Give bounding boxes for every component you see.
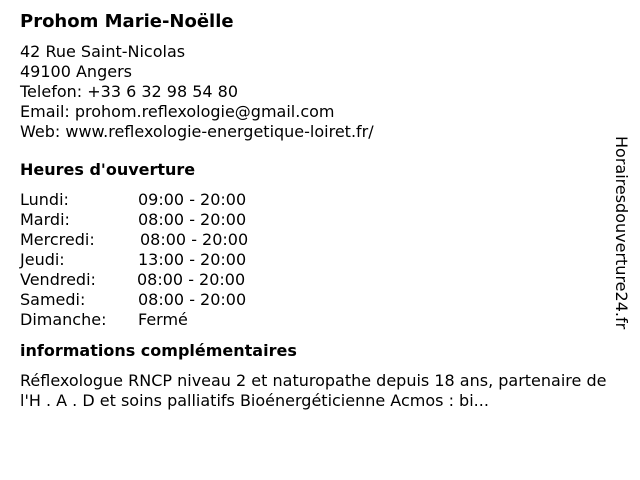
time-range: Fermé: [138, 310, 188, 329]
time-range: 08:00 - 20:00: [138, 290, 247, 309]
time-range: 09:00 - 20:00: [138, 190, 247, 209]
web-line: Web: www.reflexologie-energetique-loiret.fr/: [20, 122, 374, 141]
hours-row-monday: [20, 190, 620, 210]
street-address: 42 Rue Saint-Nicolas: [20, 42, 186, 61]
city-postal: 49100 Angers: [20, 62, 132, 81]
opening-hours-table: [20, 190, 620, 330]
hours-row-saturday: [20, 290, 620, 310]
time-range: 08:00 - 20:00: [137, 270, 246, 289]
day-label: Samedi:: [20, 290, 86, 309]
email-line: Email: prohom.reflexologie@gmail.com: [20, 102, 335, 121]
hours-row-wednesday: [20, 230, 620, 250]
hours-row-sunday: [20, 310, 620, 330]
time-range: 08:00 - 20:00: [140, 230, 249, 249]
day-label: Mercredi:: [20, 230, 95, 249]
day-label: Jeudi:: [20, 250, 65, 269]
day-label: Dimanche:: [20, 310, 107, 329]
business-name: Prohom Marie-Noëlle: [20, 11, 234, 32]
phone-line: Telefon: +33 6 32 98 54 80: [20, 82, 239, 101]
contact-block: [20, 42, 620, 142]
hours-row-friday: [20, 270, 620, 290]
time-range: 08:00 - 20:00: [138, 210, 247, 229]
day-label: Lundi:: [20, 190, 69, 209]
info-heading: informations complémentaires: [20, 341, 297, 360]
watermark-text: Horairesdouverture24.fr: [612, 136, 631, 330]
hours-row-tuesday: [20, 210, 620, 230]
time-range: 13:00 - 20:00: [138, 250, 247, 269]
info-description: Réflexologue RNCP niveau 2 et naturopathe depuis 18 ans, partenaire de l'H . A . D et soins palliatifs Bioénergéticienne Acmos : bi...: [20, 371, 607, 410]
day-label: Vendredi:: [20, 270, 96, 289]
business-card: [20, 10, 620, 411]
day-label: Mardi:: [20, 210, 70, 229]
hours-heading: Heures d'ouverture: [20, 160, 196, 179]
hours-row-thursday: [20, 250, 620, 270]
